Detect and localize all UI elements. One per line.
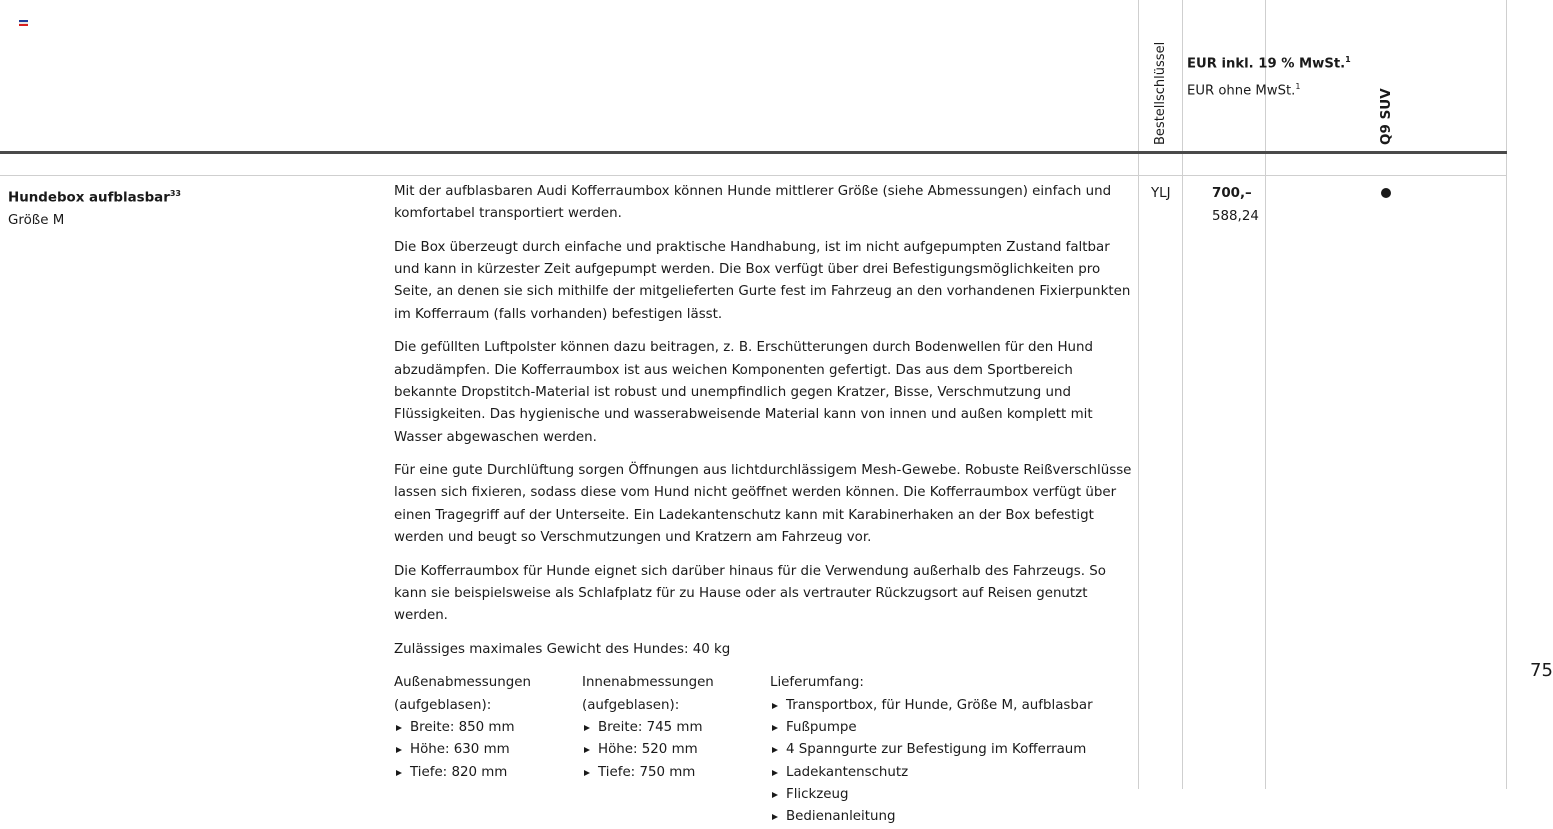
list-item: Breite: 745 mm bbox=[582, 717, 770, 739]
column-divider bbox=[1138, 0, 1139, 789]
item-name: Hundebox aufblasbar bbox=[8, 190, 170, 206]
order-key-header: Bestellschlüssel bbox=[1153, 41, 1168, 145]
list-item: Fußpumpe bbox=[770, 717, 1130, 739]
description-paragraph: Die gefüllten Luftpolster können dazu beitragen, z. B. Erschütterungen durch Bodenwellen für den Hund abzudämpfen. Die Kofferraumbox ist aus weichen Komponenten gefertigt. Das aus dem Sportbereich bekannte Dropstitch-Material ist robust und unempfindlich gegen Kratzer, Bisse, Verschmutzung und Flüssigkeiten. Das hygienische und wasserabweisende Material kann von innen und außen komplett mit Wasser abgewaschen werden. bbox=[394, 340, 1094, 445]
price-net-label: EUR ohne MwSt. bbox=[1187, 83, 1296, 99]
description-paragraph: Für eine gute Durchlüftung sorgen Öffnungen aus lichtdurchlässigem Mesh-Gewebe. Robuste Reißverschlüsse lassen sich fixieren, sodass diese vom Hund nicht geöffnet werden können. Die Kofferraumbox verfügt über einen Tragegriff auf der Unterseite. Ein Ladekantenschutz kann mit Karabinerhaken an der Box befestigt werden und beugt so Verschmutzungen und Kratzern am Fahrzeug vor. bbox=[394, 463, 1132, 546]
column-divider bbox=[1182, 0, 1183, 789]
price-header bbox=[1187, 49, 1351, 103]
scope-of-delivery bbox=[770, 672, 1130, 828]
column-divider bbox=[1265, 0, 1266, 789]
scope-heading: Lieferumfang: bbox=[770, 675, 864, 691]
price-net: 588,24 bbox=[1212, 208, 1259, 224]
page-number: 75 bbox=[1530, 660, 1553, 681]
inner-dimensions-heading: Innenabmessungen bbox=[582, 675, 714, 691]
outer-dimensions-heading: Außenabmessungen bbox=[394, 675, 531, 691]
list-item: Breite: 850 mm bbox=[394, 717, 582, 739]
list-item: 4 Spanngurte zur Befestigung im Kofferraum bbox=[770, 739, 1130, 761]
row-rule bbox=[0, 175, 1507, 176]
outer-dimensions-subheading: (aufgeblasen): bbox=[394, 697, 492, 713]
item-price bbox=[1212, 183, 1259, 228]
country-flag-icon bbox=[19, 20, 28, 26]
description-paragraph: Zulässiges maximales Gewicht des Hundes: 40 kg bbox=[394, 641, 731, 657]
list-item: Höhe: 520 mm bbox=[582, 739, 770, 761]
price-gross: 700,– bbox=[1212, 186, 1252, 201]
outer-dimensions bbox=[394, 672, 582, 828]
list-item: Tiefe: 820 mm bbox=[394, 762, 582, 784]
inner-dimensions bbox=[582, 672, 770, 828]
description-paragraph: Die Box überzeugt durch einfache und praktische Handhabung, ist im nicht aufgepumpten Zustand faltbar und kann in kürzester Zeit aufgepumpt werden. Die Box verfügt über drei Befestigungsmöglichkeiten pro Seite, an denen sie sich mithilfe der mitgelieferten Gurte fest im Fahrzeug an den vorhandenen Fixierpunkten im Kofferraum (falls vorhanden) befestigen lässt. bbox=[394, 239, 1131, 322]
inner-dimensions-subheading: (aufgeblasen): bbox=[582, 697, 680, 713]
list-item: Tiefe: 750 mm bbox=[582, 762, 770, 784]
footnote-marker: 1 bbox=[1295, 81, 1301, 91]
specs-columns bbox=[394, 672, 1134, 828]
list-item: Bedienanleitung bbox=[770, 806, 1130, 828]
column-divider bbox=[1506, 0, 1507, 789]
price-gross-label: EUR inkl. 19 % MwSt. bbox=[1187, 56, 1346, 72]
item-size: Größe M bbox=[8, 212, 65, 228]
list-item: Flickzeug bbox=[770, 784, 1130, 806]
description-paragraph: Die Kofferraumbox für Hunde eignet sich darüber hinaus für die Verwendung außerhalb des Fahrzeugs. So kann sie beispielsweise als Schlafplatz für zu Hause oder als vertrauter Rückzugsort auf Reisen genutzt werden. bbox=[394, 563, 1106, 624]
order-code: YLJ bbox=[1151, 186, 1171, 201]
footnote-marker: 33 bbox=[169, 189, 181, 198]
list-item: Höhe: 630 mm bbox=[394, 739, 582, 761]
item-title bbox=[8, 183, 181, 232]
model-header: Q9 SUV bbox=[1378, 88, 1394, 145]
availability-dot-icon bbox=[1381, 188, 1391, 198]
list-item: Ladekantenschutz bbox=[770, 762, 1130, 784]
description-paragraph: Mit der aufblasbaren Audi Kofferraumbox können Hunde mittlerer Größe (siehe Abmessungen) einfach und komfortabel transportiert werden. bbox=[394, 184, 1112, 222]
list-item: Transportbox, für Hunde, Größe M, aufblasbar bbox=[770, 695, 1130, 717]
item-description bbox=[394, 181, 1134, 829]
footnote-marker: 1 bbox=[1345, 55, 1351, 64]
header-rule bbox=[0, 151, 1507, 154]
